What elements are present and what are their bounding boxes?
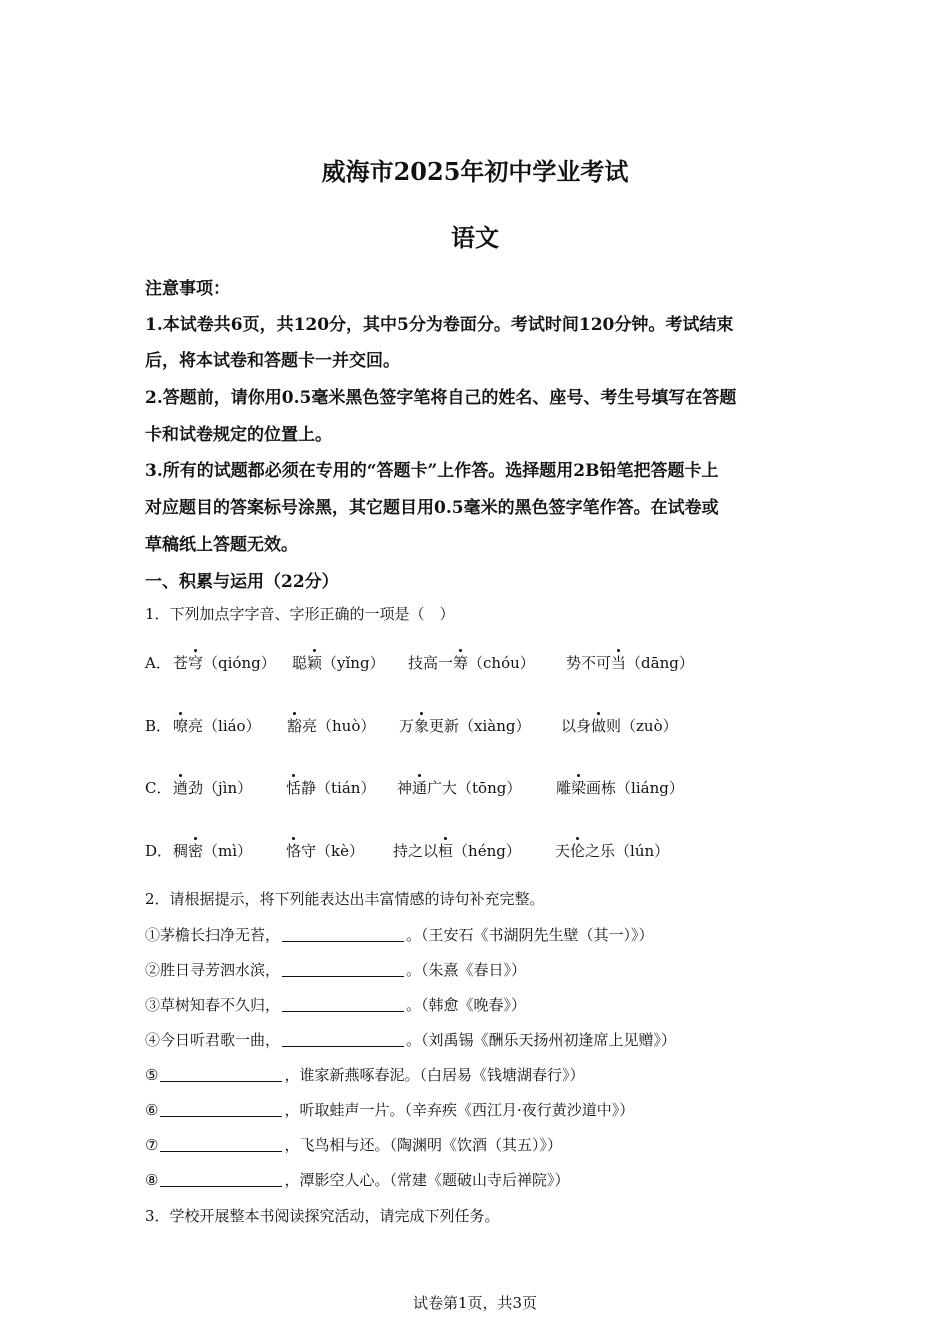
answer-blank[interactable] [160, 1137, 282, 1152]
question-2-stem: 2．请根据提示，将下列能表达出丰富情感的诗句补充完整。 [145, 890, 545, 908]
option-item: 以身做则（zuò） [561, 717, 678, 735]
poem-fill-line: ⑤ ，谁家新燕啄春泥。（白居易《钱塘湖春行》） [145, 1066, 585, 1084]
answer-blank[interactable] [282, 962, 404, 977]
option-item: 天伦之乐（lún） [555, 842, 670, 860]
page-footer: 试卷第1页，共3页 [412, 1294, 538, 1312]
option-item: 恪守（kè） [286, 842, 364, 860]
dotted-char: 豁 [287, 717, 303, 735]
notice-heading: 注意事项： [145, 279, 230, 299]
dotted-char: 桓 [438, 842, 454, 860]
poem-fill-line: ⑦ ，飞鸟相与还。（陶渊明《饮酒（其五）》） [145, 1136, 562, 1154]
poem-fill-line: ①茅檐长扫净无苔， 。（王安石《书湖阴先生壁（其一）》） [145, 926, 654, 944]
poem-fill-line: ⑧ ，潭影空人心。（常建《题破山寺后禅院》） [145, 1171, 570, 1189]
dotted-char: 伦 [570, 842, 586, 860]
option-label: C． [145, 779, 172, 797]
notice-line: 草稿纸上答题无效。 [145, 535, 298, 555]
answer-blank[interactable] [160, 1067, 282, 1082]
answer-blank[interactable] [282, 1032, 404, 1047]
dotted-char: 遒 [173, 779, 189, 797]
option-item: 神通广大（tōng） [397, 779, 522, 797]
option-item: 遒劲（jìn） [173, 779, 253, 797]
question-1-stem: 1．下列加点字字音、字形正确的一项是（ ） [145, 605, 455, 623]
option-item: 万象更新（xiàng） [399, 717, 531, 735]
notice-line: 后，将本试卷和答题卡一并交回。 [145, 351, 400, 371]
answer-blank[interactable] [282, 927, 404, 942]
answer-blank[interactable] [160, 1172, 282, 1187]
option-item: 持之以桓（héng） [393, 842, 521, 860]
notice-line: 3.所有的试题都必须在专用的“答题卡”上作答。选择题用2B铅笔把答题卡上 [145, 461, 719, 481]
option-item: 苍穹（qióng） [173, 654, 276, 672]
dotted-char: 穹 [188, 654, 204, 672]
section-heading: 一、积累与运用（22分） [145, 572, 339, 592]
dotted-char: 通 [412, 779, 428, 797]
answer-blank[interactable] [282, 997, 404, 1012]
option-item: 技高一筹（chóu） [408, 654, 535, 672]
notice-line: 卡和试卷规定的位置上。 [145, 425, 332, 445]
subject-title: 语文 [451, 223, 499, 252]
option-item: 聪颖（yǐng） [292, 654, 385, 672]
dotted-char: 当 [611, 654, 627, 672]
option-item: 势不可当（dāng） [566, 654, 694, 672]
option-item: 雕梁画栋（liáng） [556, 779, 684, 797]
answer-blank[interactable] [160, 1102, 282, 1117]
option-item: 恬静（tián） [286, 779, 376, 797]
dotted-char: 做 [591, 717, 607, 735]
poem-fill-line: ⑥ ，听取蛙声一片。（辛弃疾《西江月·夜行黄沙道中》） [145, 1101, 635, 1119]
dotted-char: 象 [414, 717, 430, 735]
poem-fill-line: ③草树知春不久归， 。（韩愈《晚春》） [145, 996, 527, 1014]
dotted-char: 梁 [571, 779, 587, 797]
notice-line: 2.答题前，请你用0.5毫米黑色签字笔将自己的姓名、座号、考生号填写在答题 [145, 388, 737, 408]
option-item: 稠密（mì） [173, 842, 253, 860]
poem-fill-line: ②胜日寻芳泗水滨， 。（朱熹《春日》） [145, 961, 527, 979]
exam-title: 威海市2025年初中学业考试 [321, 157, 629, 186]
dotted-char: 密 [188, 842, 204, 860]
option-item: 嘹亮（liáo） [173, 717, 261, 735]
poem-fill-line: ④今日听君歌一曲， 。（刘禹锡《酬乐天扬州初逢席上见赠》） [145, 1031, 677, 1049]
option-label: B． [145, 717, 172, 735]
dotted-char: 筹 [453, 654, 469, 672]
question-3-stem: 3．学校开展整本书阅读探究活动，请完成下列任务。 [145, 1207, 500, 1225]
option-item: 豁亮（huò） [287, 717, 376, 735]
dotted-char: 恬 [286, 779, 302, 797]
dotted-char: 恪 [286, 842, 302, 860]
notice-line: 对应题目的答案标号涂黑，其它题目用0.5毫米的黑色签字笔作答。在试卷或 [145, 498, 719, 518]
option-label: A． [145, 654, 171, 672]
dotted-char: 嘹 [173, 717, 189, 735]
dotted-char: 颖 [307, 654, 323, 672]
notice-line: 1.本试卷共6页，共120分，其中5分为卷面分。考试时间120分钟。考试结束 [145, 315, 734, 335]
option-label: D． [145, 842, 173, 860]
